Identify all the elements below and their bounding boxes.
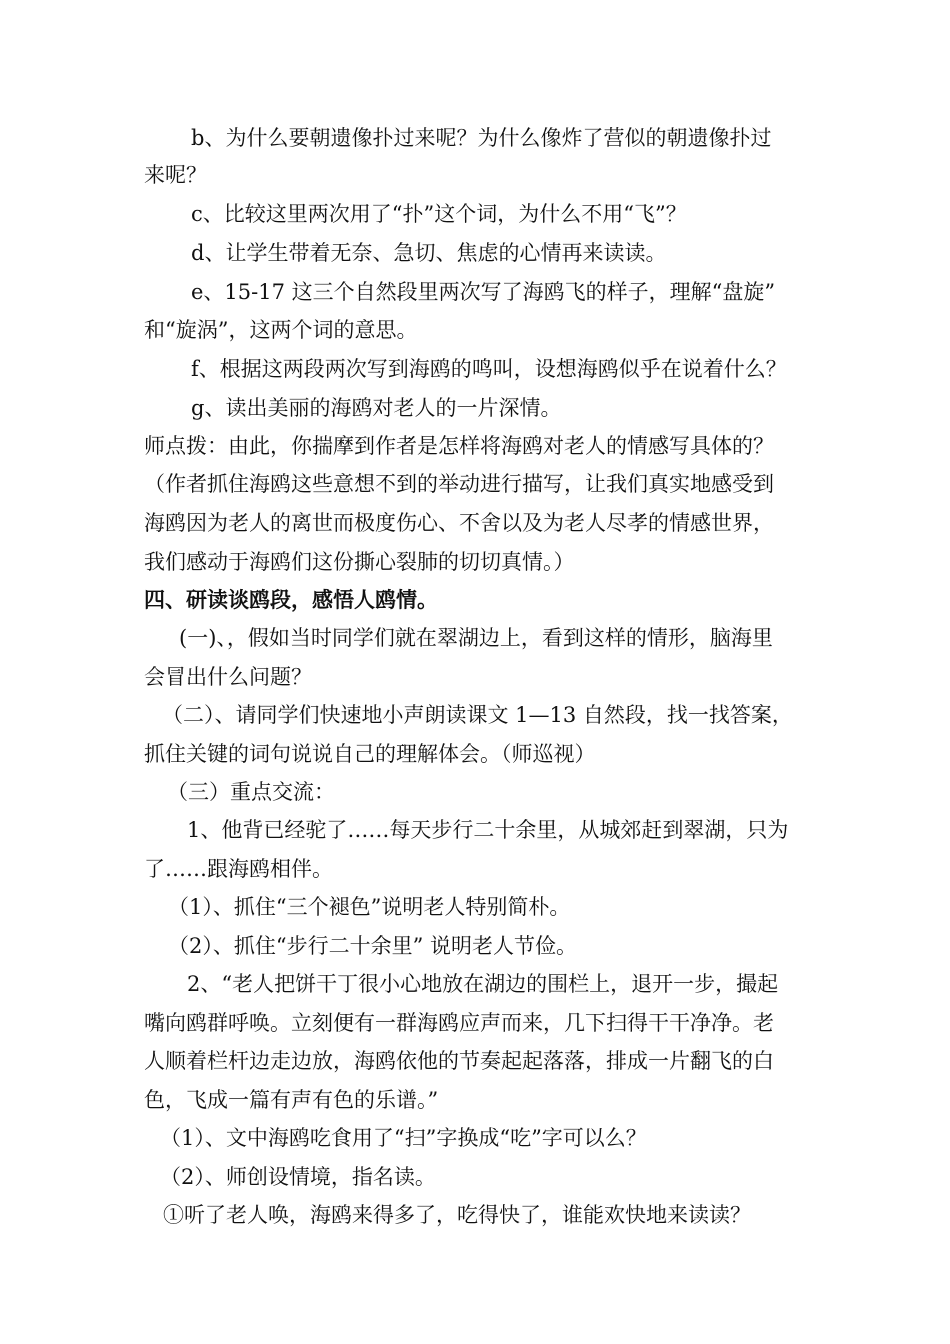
line-point-two-cont-3: 色，飞成一篇有声有色的乐谱。” <box>144 1088 439 1112</box>
line-explanation-1: （作者抓住海鸥这些意想不到的举动进行描写，让我们真实地感受到 <box>144 472 774 496</box>
line-point-two-cont-1: 嘴向鸥群呼唤。立刻便有一群海鸥应声而来，几下扫得干干净净。老 <box>144 1011 774 1035</box>
line-point-one-sub-2: （2）、抓住“步行二十余里” 说明老人节俭。 <box>168 934 578 958</box>
line-part-one: (一)、，假如当时同学们就在翠湖边上，看到这样的情形，脑海里 <box>179 626 773 650</box>
line-part-one-cont: 会冒出什么问题？ <box>144 665 312 689</box>
line-point-two-sub-1: （1）、文中海鸥吃食用了“扫”字换成“吃”字可以么？ <box>160 1126 647 1150</box>
line-circled-one: ①听了老人唤，海鸥来得多了，吃得快了，谁能欢快地来读读？ <box>163 1203 751 1227</box>
line-explanation-2: 海鸥因为老人的离世而极度伤心、不舍以及为老人尽孝的情感世界， <box>144 511 774 535</box>
section-heading-four: 四、研读谈鸥段，感悟人鸥情。 <box>144 587 438 612</box>
line-explanation-3: 我们感动于海鸥们这份撕心裂肺的切切真情。） <box>144 550 575 574</box>
line-part-three: （三）重点交流： <box>167 780 335 804</box>
line-point-one-cont: 了……跟海鸥相伴。 <box>144 857 333 881</box>
line-e-instruction-cont: 和“旋涡”，这两个词的意思。 <box>144 318 418 342</box>
line-b-question: b、为什么要朝遗像扑过来呢？为什么像炸了营似的朝遗像扑过 <box>191 126 772 150</box>
line-f-question: f、根据这两段两次写到海鸥的鸣叫，设想海鸥似乎在说着什么？ <box>191 357 787 381</box>
line-teacher-guidance: 师点拨：由此，你揣摩到作者是怎样将海鸥对老人的情感写具体的？ <box>144 434 774 458</box>
line-b-question-cont: 来呢？ <box>144 163 207 187</box>
line-g-instruction: g、读出美丽的海鸥对老人的一片深情。 <box>191 396 562 420</box>
line-part-two: （二）、请同学们快速地小声朗读课文 1—13 自然段，找一找答案， <box>162 703 793 727</box>
line-point-one-sub-1: （1）、抓住“三个褪色”说明老人特别简朴。 <box>168 895 571 919</box>
line-point-one: 1、他背已经驼了……每天步行二十余里，从城郊赶到翠湖，只为 <box>187 818 789 842</box>
line-point-two: 2、“老人把饼干丁很小心地放在湖边的围栏上，退开一步，撮起 <box>187 972 779 996</box>
line-point-two-cont-2: 人顺着栏杆边走边放，海鸥依他的节奏起起落落，排成一片翻飞的白 <box>144 1049 774 1073</box>
line-e-instruction: e、15-17 这三个自然段里两次写了海鸥飞的样子，理解“盘旋” <box>191 280 776 304</box>
line-point-two-sub-2: （2）、师创设情境，指名读。 <box>160 1165 436 1189</box>
line-c-question: c、比较这里两次用了“扑”这个词，为什么不用“飞”？ <box>191 202 687 226</box>
line-part-two-cont: 抓住关键的词句说说自己的理解体会。（师巡视） <box>144 742 596 766</box>
line-d-instruction: d、让学生带着无奈、急切、焦虑的心情再来读读。 <box>191 241 667 265</box>
